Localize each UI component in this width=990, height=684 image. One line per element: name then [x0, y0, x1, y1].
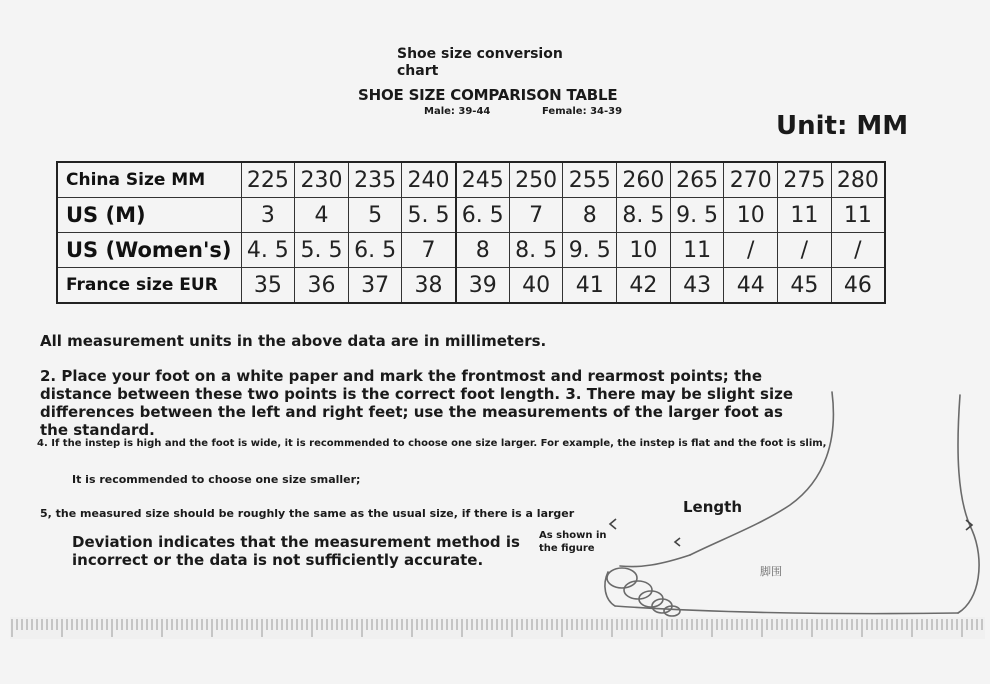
table-cell: 11	[831, 198, 885, 233]
table-cell: 250	[509, 162, 563, 198]
table-cell: 45	[778, 268, 832, 304]
unit-label: Unit: MM	[776, 111, 909, 141]
table-cell: 44	[724, 268, 778, 304]
table-cell: 4	[295, 198, 349, 233]
shown-in-figure-label: As shown in the figure	[539, 530, 607, 554]
table-cell: 3	[241, 198, 295, 233]
table-cell: 40	[509, 268, 563, 304]
foot-girth-text: 脚围	[760, 565, 782, 578]
chart-title-small: Shoe size conversion chart	[397, 46, 563, 79]
table-cell: 6. 5	[456, 198, 510, 233]
table-cell: 5	[348, 198, 402, 233]
table-cell: 9. 5	[563, 233, 617, 268]
female-range: Female: 34-39	[542, 106, 623, 117]
table-cell: 6. 5	[348, 233, 402, 268]
table-cell: 38	[402, 268, 456, 304]
table-cell: 11	[778, 198, 832, 233]
note-usual: 5, the measured size should be roughly the same as the usual size, if there is a larger	[40, 507, 575, 520]
table-cell: 235	[348, 162, 402, 198]
table-cell: 9. 5	[670, 198, 724, 233]
table-cell: 8	[563, 198, 617, 233]
table-cell: 255	[563, 162, 617, 198]
row-label: US (M)	[57, 198, 241, 233]
table-cell: 43	[670, 268, 724, 304]
table-cell: 8. 5	[617, 198, 671, 233]
table-cell: 265	[670, 162, 724, 198]
table-cell: /	[778, 233, 832, 268]
row-label: China Size MM	[57, 162, 241, 198]
table-cell: 245	[456, 162, 510, 198]
table-cell: 230	[295, 162, 349, 198]
row-label: US (Women's)	[57, 233, 241, 268]
table-cell: 240	[402, 162, 456, 198]
table-cell: 275	[778, 162, 832, 198]
table-cell: 260	[617, 162, 671, 198]
table-cell: 46	[831, 268, 885, 304]
table-cell: 7	[509, 198, 563, 233]
note-units: All measurement units in the above data are in millimeters.	[40, 332, 547, 350]
row-label: France size EUR	[57, 268, 241, 304]
length-label: Length	[683, 498, 742, 516]
table-cell: 4. 5	[241, 233, 295, 268]
note-instep: 4. If the instep is high and the foot is wide, it is recommended to choose one size larger. For example, the instep is flat and the foot is slim,	[37, 438, 827, 449]
table-cell: 39	[456, 268, 510, 304]
table-cell: 10	[617, 233, 671, 268]
table-cell: 225	[241, 162, 295, 198]
note-smaller: It is recommended to choose one size smaller;	[72, 473, 361, 486]
table-cell: 8. 5	[509, 233, 563, 268]
chart-title: SHOE SIZE COMPARISON TABLE	[358, 86, 618, 104]
table-cell: 11	[670, 233, 724, 268]
table-cell: /	[724, 233, 778, 268]
table-cell: 37	[348, 268, 402, 304]
table-cell: /	[831, 233, 885, 268]
male-range: Male: 39-44	[424, 106, 491, 117]
table-cell: 41	[563, 268, 617, 304]
table-cell: 8	[456, 233, 510, 268]
table-cell: 35	[241, 268, 295, 304]
table-cell: 7	[402, 233, 456, 268]
table-cell: 280	[831, 162, 885, 198]
table-cell: 10	[724, 198, 778, 233]
note-deviation: Deviation indicates that the measurement method is incorrect or the data is not sufficiently accurate.	[72, 533, 520, 569]
table-cell: 5. 5	[295, 233, 349, 268]
table-cell: 270	[724, 162, 778, 198]
note-measure: 2. Place your foot on a white paper and mark the frontmost and rearmost points; the distance between these two points is the correct foot length. 3. There may be slight size differences between the left and right feet; use the measurements of the larger foot as the standard.	[40, 367, 794, 439]
table-cell: 5. 5	[402, 198, 456, 233]
table-cell: 36	[295, 268, 349, 304]
ruler	[10, 617, 985, 639]
table-cell: 42	[617, 268, 671, 304]
